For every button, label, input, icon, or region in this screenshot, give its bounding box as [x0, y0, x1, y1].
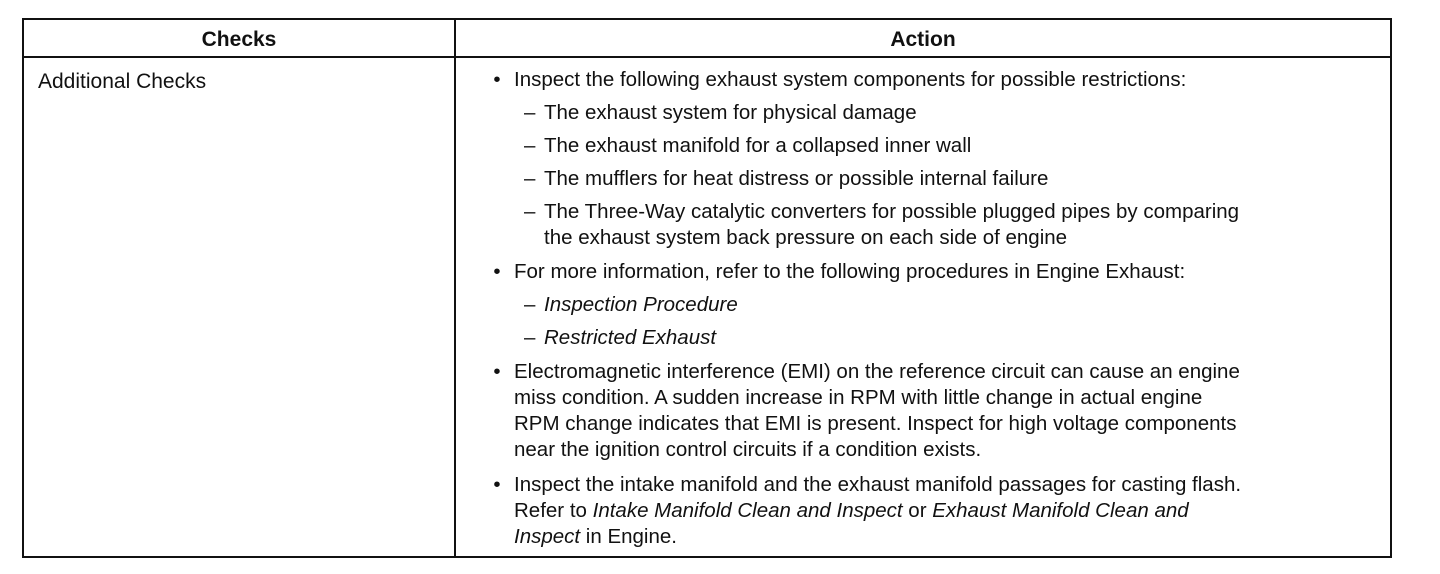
bullet-icon: •: [493, 68, 501, 91]
table-header-row: [24, 20, 1390, 58]
column-divider: [454, 20, 456, 556]
sub-item: [490, 100, 1390, 126]
sub-item: [490, 166, 1390, 192]
bullet-text-line-1: Inspect the intake manifold and the exhaust manifold passages for casting flash.: [514, 473, 1242, 496]
checks-column-header: Checks: [201, 28, 277, 51]
sub-item-text: The mufflers for heat distress or possible internal failure: [544, 167, 1049, 190]
action-column-header: Action: [890, 28, 956, 51]
or-text: or: [902, 499, 933, 522]
action-bullet-4: [490, 472, 1390, 550]
bullet-icon: •: [493, 260, 501, 283]
bullet-icon: •: [493, 360, 501, 383]
bullet-text-line-1: Electromagnetic interference (EMI) on the reference circuit can cause an engine: [514, 360, 1240, 383]
bullet-text-line-4: near the ignition control circuits if a condition exists.: [514, 438, 982, 461]
dash-icon: –: [524, 167, 536, 190]
intake-manifold-reference: Intake Manifold Clean and Inspect: [592, 499, 903, 522]
sub-item-text: The exhaust system for physical damage: [544, 101, 917, 124]
bullet-text-line-2: [514, 498, 1390, 524]
checks-cell: Additional Checks: [38, 70, 207, 93]
procedure-reference: Inspection Procedure: [544, 293, 738, 316]
dash-icon: –: [524, 326, 536, 349]
dash-icon: –: [524, 293, 536, 316]
action-bullet-3: [490, 359, 1390, 463]
sub-item-text-line-1: The Three-Way catalytic converters for possible plugged pipes by comparing: [544, 200, 1240, 223]
sub-item: [490, 325, 1390, 351]
bullet-text: For more information, refer to the following procedures in Engine Exhaust:: [514, 260, 1186, 283]
bullet-text: Inspect the following exhaust system components for possible restrictions:: [514, 68, 1187, 91]
dash-icon: –: [524, 101, 536, 124]
dash-icon: –: [524, 134, 536, 157]
sub-item: [490, 199, 1390, 251]
exhaust-manifold-reference-part-2: Inspect: [514, 525, 581, 548]
bullet-icon: •: [493, 473, 501, 496]
bullet-text-line-2: miss condition. A sudden increase in RPM with little change in actual engine: [514, 386, 1203, 409]
action-cell: [490, 67, 1390, 550]
in-engine-text: in Engine.: [580, 525, 677, 548]
action-bullet-1: [490, 67, 1390, 93]
action-bullet-2: [490, 259, 1390, 285]
dash-icon: –: [524, 200, 536, 223]
bullet-text-line-3: RPM change indicates that EMI is present. Inspect for high voltage components: [514, 412, 1237, 435]
procedure-reference: Restricted Exhaust: [544, 326, 717, 349]
refer-text: Refer to: [514, 499, 593, 522]
sub-item: [490, 133, 1390, 159]
bullet-text-line-3: [514, 524, 1390, 550]
sub-item: [490, 292, 1390, 318]
sub-item-text: The exhaust manifold for a collapsed inner wall: [544, 134, 972, 157]
sub-item-text-line-2: the exhaust system back pressure on each side of engine: [544, 226, 1068, 249]
checks-action-table: [22, 18, 1392, 558]
exhaust-manifold-reference-part-1: Exhaust Manifold Clean and: [932, 499, 1189, 522]
